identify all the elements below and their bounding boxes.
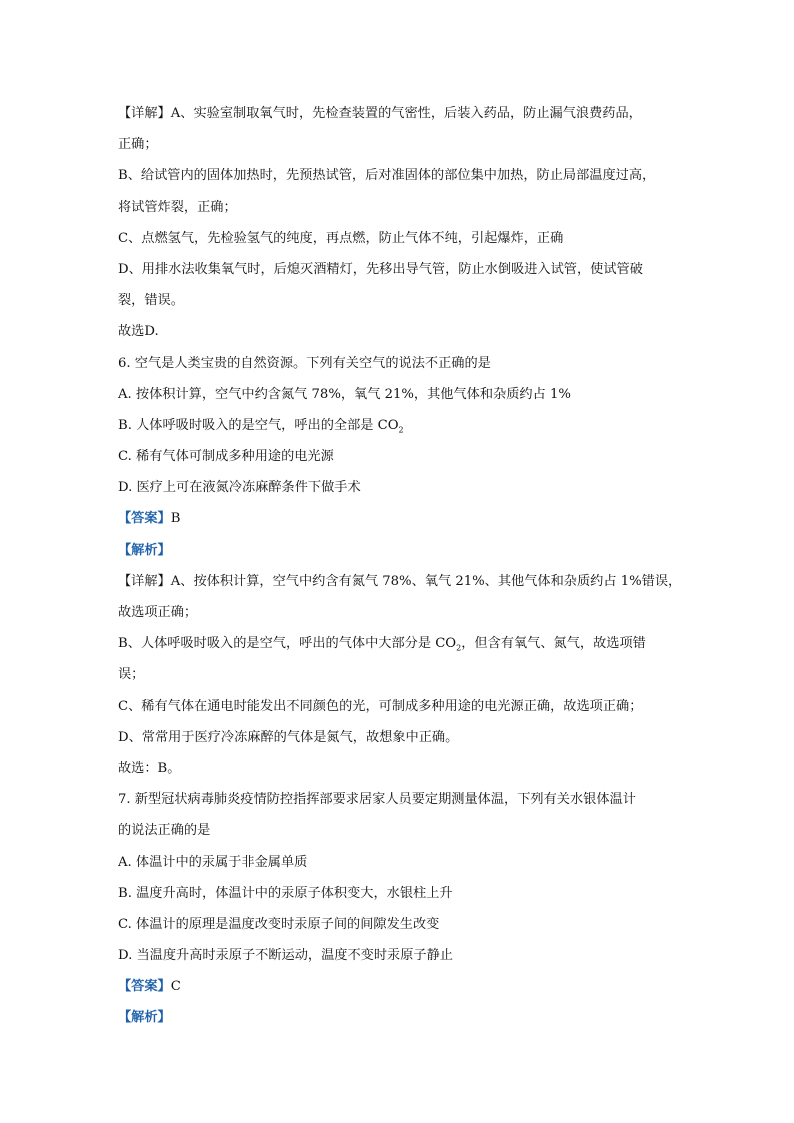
answer-label: 【答案】 [118,979,171,995]
analysis-line [118,535,678,566]
question-stem: 的说法正确的是 [118,823,211,839]
detail-label: 【详解】 [118,573,171,589]
paragraph-line: D、用排水法收集氧气时，后熄灭酒精灯，先移出导气管，防止水倒吸进入试管，使试管破 [118,261,643,277]
answer-label: 【答案】 [118,511,171,527]
answer-value: C [170,979,181,995]
answer-line [118,971,678,1002]
option-a: A. 体温计中的汞属于非金属单质 [118,854,308,870]
paragraph-line: 误； [118,667,145,683]
paragraph-line: 裂，错误。 [118,293,184,309]
document-page [118,98,682,1034]
paragraph-line: 正确； [118,137,158,153]
paragraph-line [118,566,682,597]
subscript: 2 [456,643,462,653]
answer-line [118,503,678,534]
analysis-label: 【解析】 [118,542,171,558]
subscript: 2 [398,425,404,435]
option-d: D. 当温度升高时汞原子不断运动，温度不变时汞原子静止 [118,948,453,964]
option-d: D. 医疗上可在液氮冷冻麻醉条件下做手术 [118,480,361,496]
detail-text: B、人体呼吸时吸入的是空气，呼出的气体中大部分是 CO [118,636,457,652]
paragraph-line: 将试管炸裂，正确； [118,199,237,215]
answer-value: B [170,511,181,527]
choice-line: 故选：B。 [118,760,181,776]
detail-text: ，但含有氧气、氮气，故选项错 [461,636,646,652]
option-c: C. 体温计的原理是温度改变时汞原子间的间隙发生改变 [118,916,440,932]
analysis-label: 【解析】 [118,1010,171,1026]
detail-label: 【详解】 [118,106,171,121]
paragraph-line: B、给试管内的固体加热时，先预热试管，后对准固体的部位集中加热，防止局部温度过高， [118,168,656,184]
paragraph-line: 故选项正确； [118,605,198,620]
paragraph-line: C、稀有气体在通电时能发出不同颜色的光，可制成多种用途的电光源正确，故选项正确； [118,698,643,714]
paragraph-line: D、常常用于医疗冷冻麻醉的气体是氮气，故想象中正确。 [118,729,459,745]
paragraph-line [118,98,678,129]
option-b [118,410,678,441]
option-b-text: B. 人体呼吸时吸入的是空气，呼出的全部是 CO [118,417,399,433]
analysis-line [118,1002,678,1033]
option-a: A. 按体积计算，空气中约含氮气 78%，氧气 21%，其他气体和杂质约占 1% [118,386,571,402]
choice-line: 故选D. [118,324,159,340]
paragraph-line [118,628,678,659]
detail-text: A、实验室制取氧气时，先检查装置的气密性，后装入药品，防止漏气浪费药品， [170,106,642,121]
option-c: C. 稀有气体可制成多种用途的电光源 [118,449,334,465]
option-b: B. 温度升高时，体温计中的汞原子体积变大，水银柱上升 [118,885,453,901]
question-stem: 7. 新型冠状病毒肺炎疫情防控指挥部要求居家人员要定期测量体温，下列有关水银体温计 [118,792,636,808]
question-stem: 6. 空气是人类宝贵的自然资源。下列有关空气的说法不正确的是 [118,355,491,371]
detail-text: A、按体积计算，空气中约含有氮气 78%、氧气 21%、其他气体和杂质约占 1%错误， [170,573,682,589]
paragraph-line: C、点燃氢气，先检验氢气的纯度，再点燃，防止气体不纯，引起爆炸，正确 [118,230,564,246]
